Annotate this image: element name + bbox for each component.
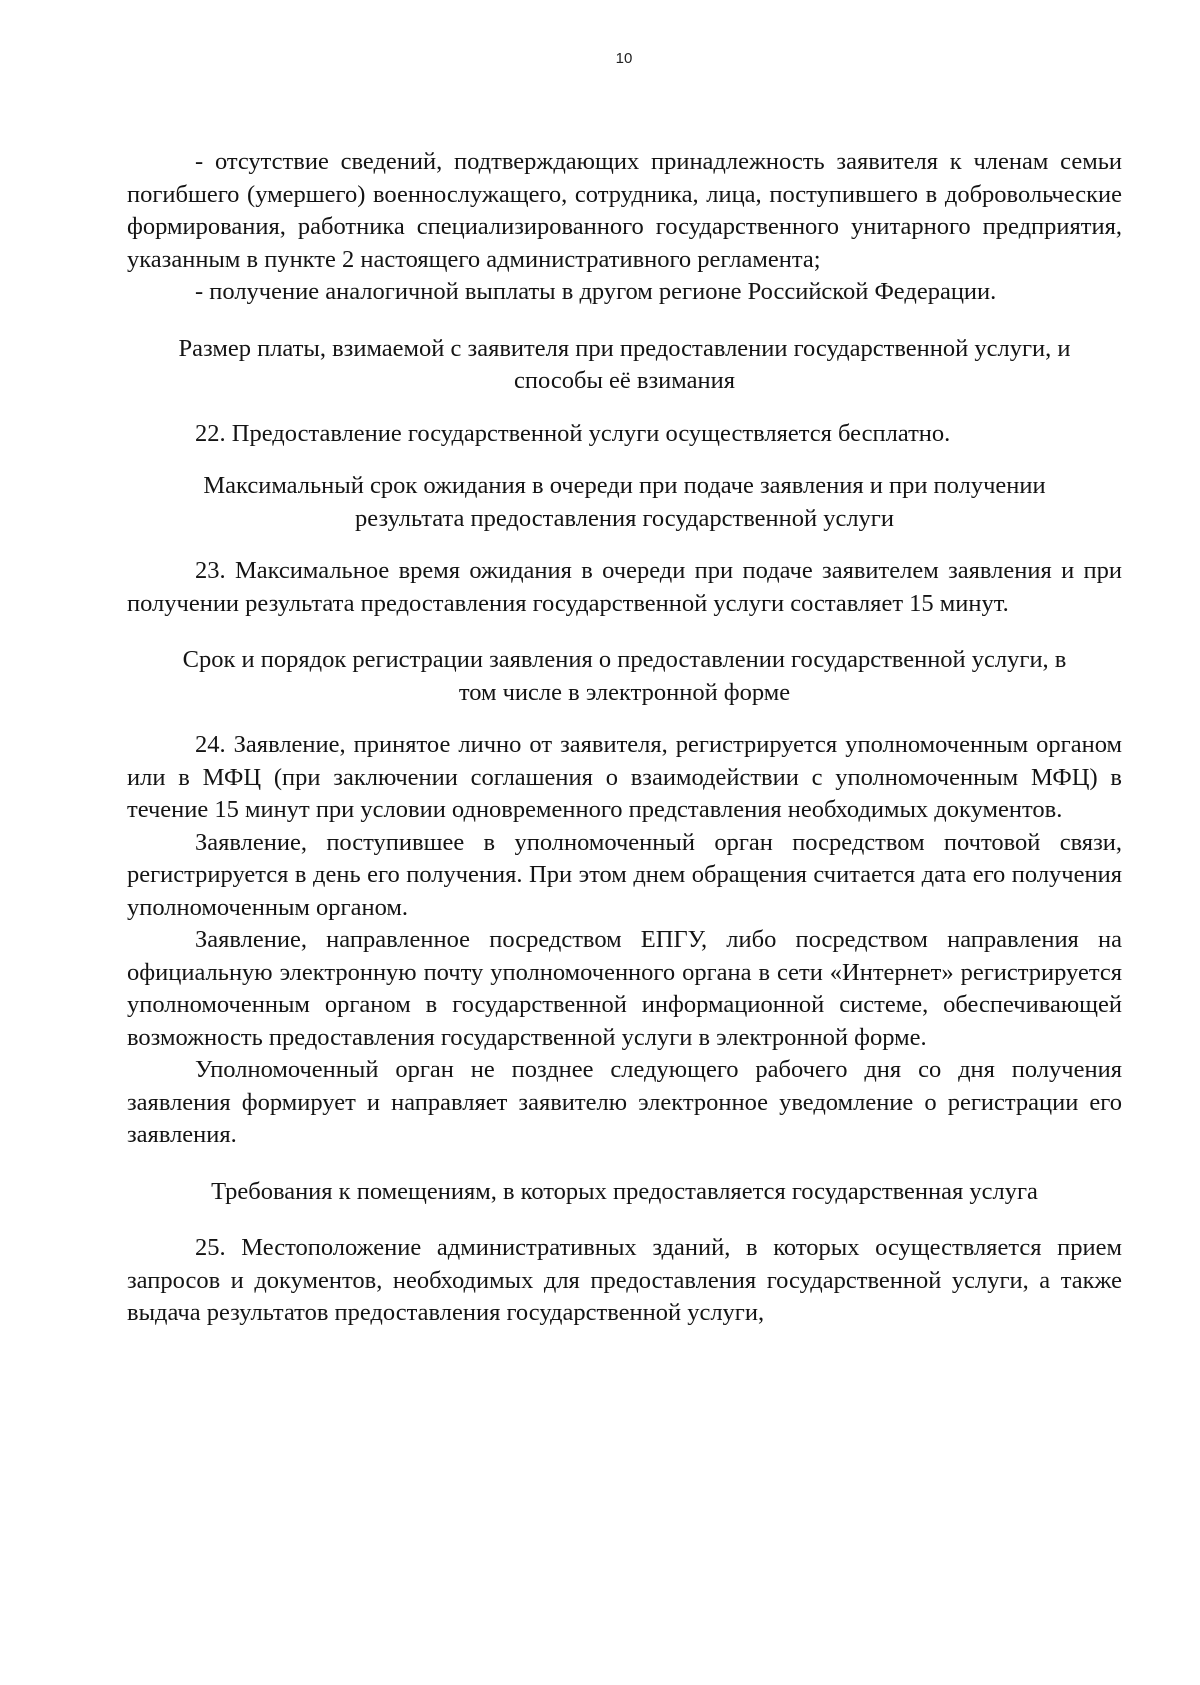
section-heading-premises: Требования к помещениям, в которых предоставляется государственная услуга	[211, 1177, 1038, 1205]
paragraph-24-mail: Заявление, поступившее в уполномоченный орган посредством почтовой связи, регистрируется в день его получения. При этом днем обращения считается дата его получения уполномоченным органом.	[127, 828, 1122, 921]
paragraph-24-electronic: Заявление, направленное посредством ЕПГУ, либо посредством направления на официальную электронную почту уполномоченного органа в сети «Интернет» регистрируется уполномоченным органом в государственной информационной системе, обеспечивающей возможность предоставления государственной услуги в электронной форме.	[127, 926, 1122, 1051]
document-body	[127, 146, 1122, 1330]
paragraph-24-notification: Уполномоченный орган не позднее следующего рабочего дня со дня получения заявления формирует и направляет заявителю электронное уведомление о регистрации его заявления.	[127, 1056, 1122, 1148]
paragraph-22: 22. Предоставление государственной услуги осуществляется бесплатно.	[195, 419, 951, 447]
paragraph-refusal-grounds-2: - получение аналогичной выплаты в другом регионе Российской Федерации.	[195, 278, 997, 305]
section-heading-queue-time: Максимальный срок ожидания в очереди при подаче заявления и при получении результата предоставления государственной услуги	[203, 472, 1046, 532]
paragraph-25: 25. Местоположение административных зданий, в которых осуществляется прием запросов и документов, необходимых для предоставления государственной услуги, а также выдача результатов предоставления государственной услуги,	[127, 1234, 1122, 1326]
paragraph-23: 23. Максимальное время ожидания в очереди при подаче заявителем заявления и при получении результата предоставления государственной услуги составляет 15 минут.	[127, 557, 1122, 617]
paragraph-refusal-grounds-1: - отсутствие сведений, подтверждающих принадлежность заявителя к членам семьи погибшего (умершего) военнослужащего, сотрудника, лица, поступившего в добровольческие формирования, работника специализированного государственного унитарного предприятия, указанным в пункте 2 настоящего административного регламента;	[127, 148, 1122, 273]
paragraph-24: 24. Заявление, принятое лично от заявителя, регистрируется уполномоченным органом или в МФЦ (при заключении соглашения о взаимодействии с уполномоченным МФЦ) в течение 15 минут при условии одновременного представления необходимых документов.	[127, 731, 1122, 823]
page-number: 10	[615, 50, 633, 67]
section-heading-fee: Размер платы, взимаемой с заявителя при предоставлении государственной услуги, и способы её взимания	[178, 334, 1071, 394]
section-heading-registration: Срок и порядок регистрации заявления о предоставлении государственной услуги, в том числе в электронной форме	[182, 646, 1067, 706]
